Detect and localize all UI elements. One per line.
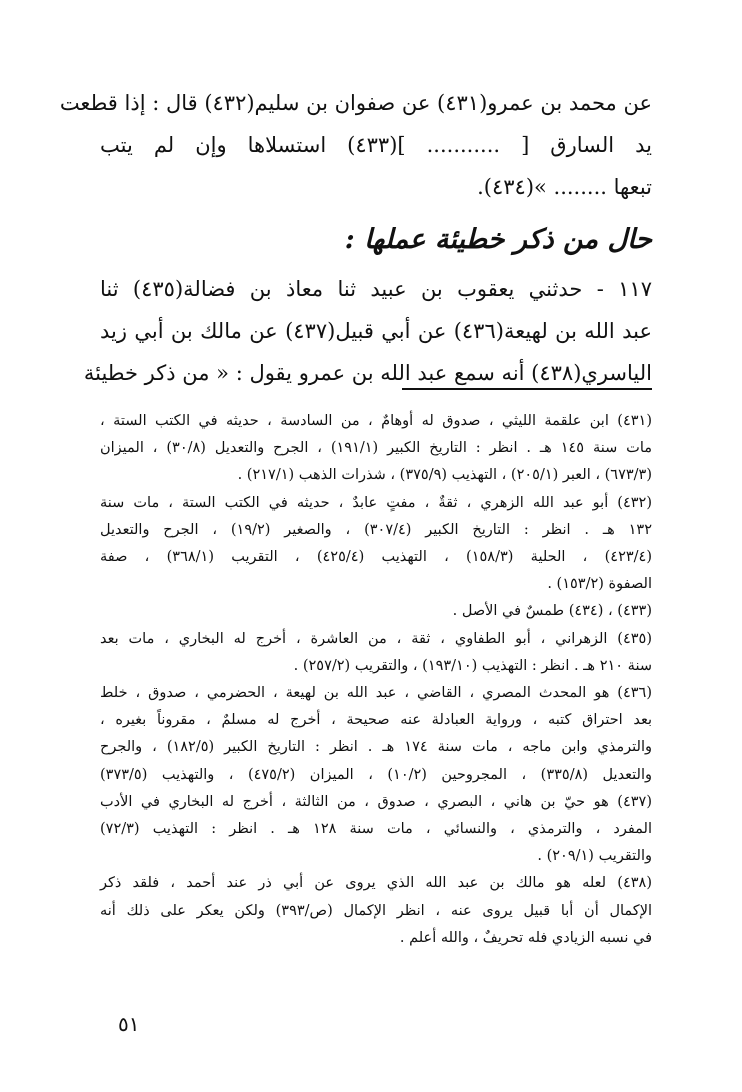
paragraph-line-2: عبد الله بن لهيعة(٤٣٦) عن أبي قبيل(٤٣٧) عن مالك بن أبي زيد: [100, 319, 652, 343]
footnote-line: (٤٣١) ابن علقمة الليثي ، صدوق له أوهامٌ ، من السادسة ، حديثه في الكتب الستة ،: [100, 413, 652, 429]
footnote-line: والتقريب (٢٠٩/١) .: [537, 848, 652, 865]
footnotes: [100, 408, 652, 952]
main-text: [59, 82, 652, 394]
footnote-line: المفرد ، والترمذي ، والنسائي ، مات سنة ١٢٨ هـ . انظر : التهذيب (٧٢/٣): [100, 821, 652, 838]
footnote-line: (٤٣٥) الزهراني ، أبو الطفاوي ، ثقة ، من العاشرة ، أخرج له البخاري ، مات بعد: [100, 630, 652, 647]
footnote-line: والترمذي وابن ماجه ، مات سنة ١٧٤ هـ . انظر : التاريخ الكبير (١٨٢/٥) ، والجرح: [100, 739, 652, 756]
footnote-line: في نسبه الزيادي فله تحريفٌ ، والله أعلم .: [399, 929, 652, 946]
footnote-divider: [402, 388, 652, 390]
footnote-line: بعد احتراق كتبه ، ورواية العبادلة عنه صحيحة ، أخرج له مسلمٌ ، مقروناً بغيره ،: [100, 712, 652, 729]
footnote-line: مات سنة ١٤٥ هـ . انظر : التاريخ الكبير (١٩١/١) ، الجرح والتعديل (٣٠/٨) ، الميزان: [100, 440, 653, 457]
footnote-line: (٤٣٦) هو المحدث المصري ، القاضي ، عبد الله بن لهيعة ، الحضرمي ، صدوق ، خلط: [100, 685, 652, 702]
footnote-line: (٤٣٣) ، (٤٣٤) طمسٌ في الأصل .: [452, 603, 652, 620]
footnote-line: (٤٣٢) أبو عبد الله الزهري ، ثقةٌ ، مفتٍ عابدٌ ، حديثه في الكتب الستة ، مات سنة: [100, 494, 652, 511]
footnote-line: (٤٣٧) هو حيّ بن هاني ، البصري ، صدوق ، من الثالثة ، أخرج له البخاري في الأدب: [100, 793, 652, 810]
footnote-line: والتعديل (٣٣٥/٨) ، المجروحين (١٠/٢) ، الميزان (٤٧٥/٢) ، والتهذيب (٣٧٣/٥): [100, 766, 652, 783]
paragraph-line-1: ١١٧ - حدثني يعقوب بن عبيد ثنا معاذ بن فضالة(٤٣٥) ثنا: [100, 277, 652, 301]
main-line-2: يد السارق [ ........... ](٤٣٣) استسلاها وإن لم يتب: [100, 133, 652, 157]
main-line-1: عن محمد بن عمرو(٤٣١) عن صفوان بن سليم(٤٣٢) قال : إذا قطعت: [59, 91, 652, 115]
paragraph-line-3: الياسري(٤٣٨) أنه سمع عبد الله بن عمرو يقول : « من ذكر خطيئة: [83, 361, 652, 385]
footnote-line: (٤٣٨) لعله هو مالك بن عبد الله الذي يروى عن أبي ذر عند أحمد ، فلقد ذكر: [100, 875, 652, 892]
footnote-line: الصفوة (١٥٣/٢) .: [547, 576, 652, 593]
footnote-line: ١٣٢ هـ . انظر : التاريخ الكبير (٣٠٧/٤) ، والصغير (١٩/٢) ، الجرح والتعديل: [100, 521, 653, 538]
page-number: ٥١: [118, 1012, 140, 1036]
footnote-line: (٤٢٣/٤) ، الحلية (١٥٨/٣) ، التهذيب (٤٢٥/٤) ، التقريب (٣٦٨/١) ، صفة: [100, 549, 652, 566]
section-heading: حال من ذكر خطيئة عملها :: [344, 224, 652, 255]
footnote-line: الإكمال أن أبا قبيل يروى عنه ، انظر الإكمال (ص/٣٩٣) ولكن يعكر على ذلك أنه: [100, 902, 653, 919]
footnote-line: سنة ٢١٠ هـ . انظر : التهذيب (١٩٣/١٠) ، والتقريب (٢٥٧/٢) .: [293, 657, 652, 674]
footnote-line: (٦٧٣/٣) ، العبر (٢٠٥/١) ، التهذيب (٣٧٥/٩) ، شذرات الذهب (٢١٧/١) .: [237, 467, 652, 484]
main-line-3: تبعها ........ »(٤٣٤).: [477, 175, 652, 199]
